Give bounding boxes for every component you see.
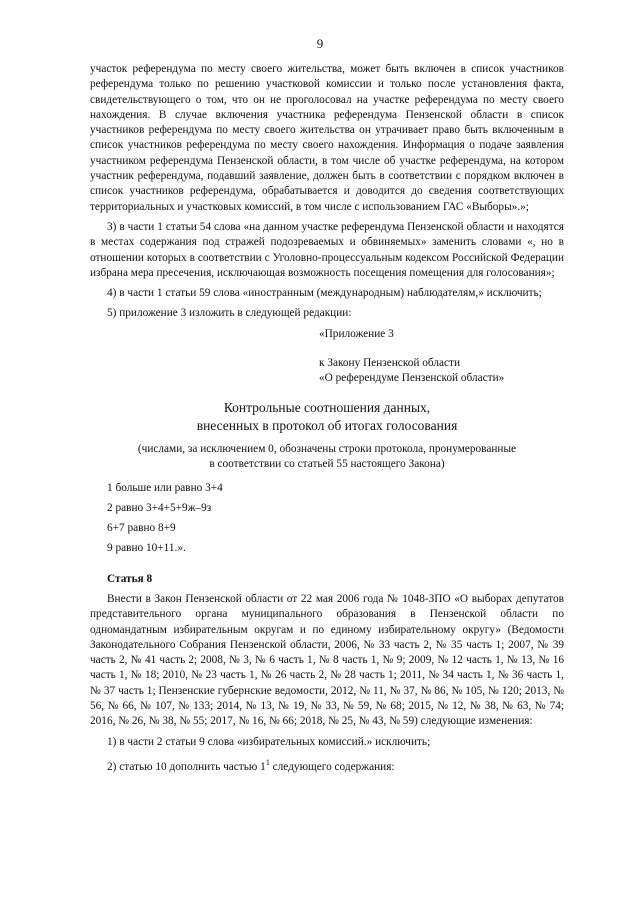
superscript: 1 bbox=[265, 757, 270, 767]
appendix-label: «Приложение 3 bbox=[319, 327, 394, 340]
title-line-1: Контрольные соотношения данных, bbox=[223, 399, 431, 415]
relation-item: 2 равно 3+4+5+9ж–9з bbox=[107, 501, 212, 514]
relations-list bbox=[107, 478, 564, 558]
relation-item: 9 равно 10+11.». bbox=[107, 541, 186, 554]
article-8-intro: Внести в Закон Пензенской области от 22 мая 2006 года № 1048-ЗПО «О выборах депутатов представительного органа муниципального образования в Пензенской области по одномандатным избирательным округам и по единому избирательному округу» (Ведомости Законодательного Собрания Пензенской области, 2006, № 33 часть 2, № 35 часть 1; 2007, № 39 часть 2, № 41 часть 2; 2008, № 3, № 6 часть 1, № 8 часть 1, № 9; 2009, № 12 часть 1, № 13, № 16 часть 1, № 18; 2010, № 23 часть 1, № 26 часть 2, № 28 часть 1; 2011, № 34 часть 1, № 36 часть 1, № 37 часть 1; Пензенские губернские ведомости, 2012, № 11, № 37, № 86, № 105, № 120; 2013, № 56, № 66, № 107, № 133; 2014, № 13, № 19, № 33, № 59, № 68; 2015, № 12, № 38, № 63, № 74; 2016, № 26, № 38, № 55; 2017, № 16, № 66; 2018, № 25, № 43, № 59) следующие изменения: bbox=[90, 592, 564, 728]
note-line-2: в соответствии со статьей 55 настоящего Закона) bbox=[209, 457, 445, 470]
appendix-title bbox=[90, 399, 564, 435]
relation-item: 1 больше или равно 3+4 bbox=[107, 481, 223, 494]
relation-item: 6+7 равно 8+9 bbox=[107, 521, 176, 534]
appendix-note bbox=[90, 442, 564, 472]
article-8-item-1: 1) в части 2 статьи 9 слова «избирательных комиссий.» исключить; bbox=[107, 735, 431, 748]
article-heading: Статья 8 bbox=[107, 572, 153, 585]
item-5: 5) приложение 3 изложить в следующей редакции: bbox=[107, 307, 352, 320]
item-2-text-start: 2) статью 10 дополнить частью 1 bbox=[107, 760, 266, 773]
paragraph-continuation: участок референдума по месту своего жительства, может быть включен в список участников референдума только по решению участковой комиссии и только после установления факта, свидетельствующего о том, что он не проголосовал на участке референдума по месту своего нахождения. В случае включения участника референдума Пензенской области в список участников референдума по месту своего жительства он утрачивает право быть включенным в список участников референдума по месту своего нахождения. Информация о подаче заявления участником референдума Пензенской области, в том числе об участке референдума, на котором участник референдума, подавший заявление, должен быть в соответствии с порядком включен в список участников референдума, обрабатывается и доводится до сведения соответствующих территориальных и участковых комиссий, в том числе с использованием ГАС «Выборы».»; bbox=[90, 63, 564, 213]
title-line-2: внесенных в протокол об итогах голосования bbox=[196, 417, 458, 433]
appendix-law-line-1: к Закону Пензенской области bbox=[319, 357, 461, 370]
page-number: 9 bbox=[316, 36, 324, 51]
appendix-law-line-2: «О референдуме Пензенской области» bbox=[319, 372, 505, 385]
item-4: 4) в части 1 статьи 59 слова «иностранным (международным) наблюдателям,» исключить; bbox=[107, 287, 542, 300]
item-2-text-end: следующего содержания: bbox=[269, 760, 395, 773]
item-3: 3) в части 1 статьи 54 слова «на данном участке референдума Пензенской области и находятся в местах содержания под стражей подозреваемых и обвиняемых» заменить словами «, но в отношении которых в соответствии с Уголовно-процессуальным кодексом Российской Федерации избрана мера пресечения, исключающая возможность посещения помещения для голосования»; bbox=[90, 220, 564, 279]
note-line-1: (числами, за исключением 0, обозначены строки протокола, пронумерованные bbox=[137, 442, 517, 455]
document-body bbox=[90, 62, 564, 775]
article-8-item-2 bbox=[90, 755, 564, 775]
